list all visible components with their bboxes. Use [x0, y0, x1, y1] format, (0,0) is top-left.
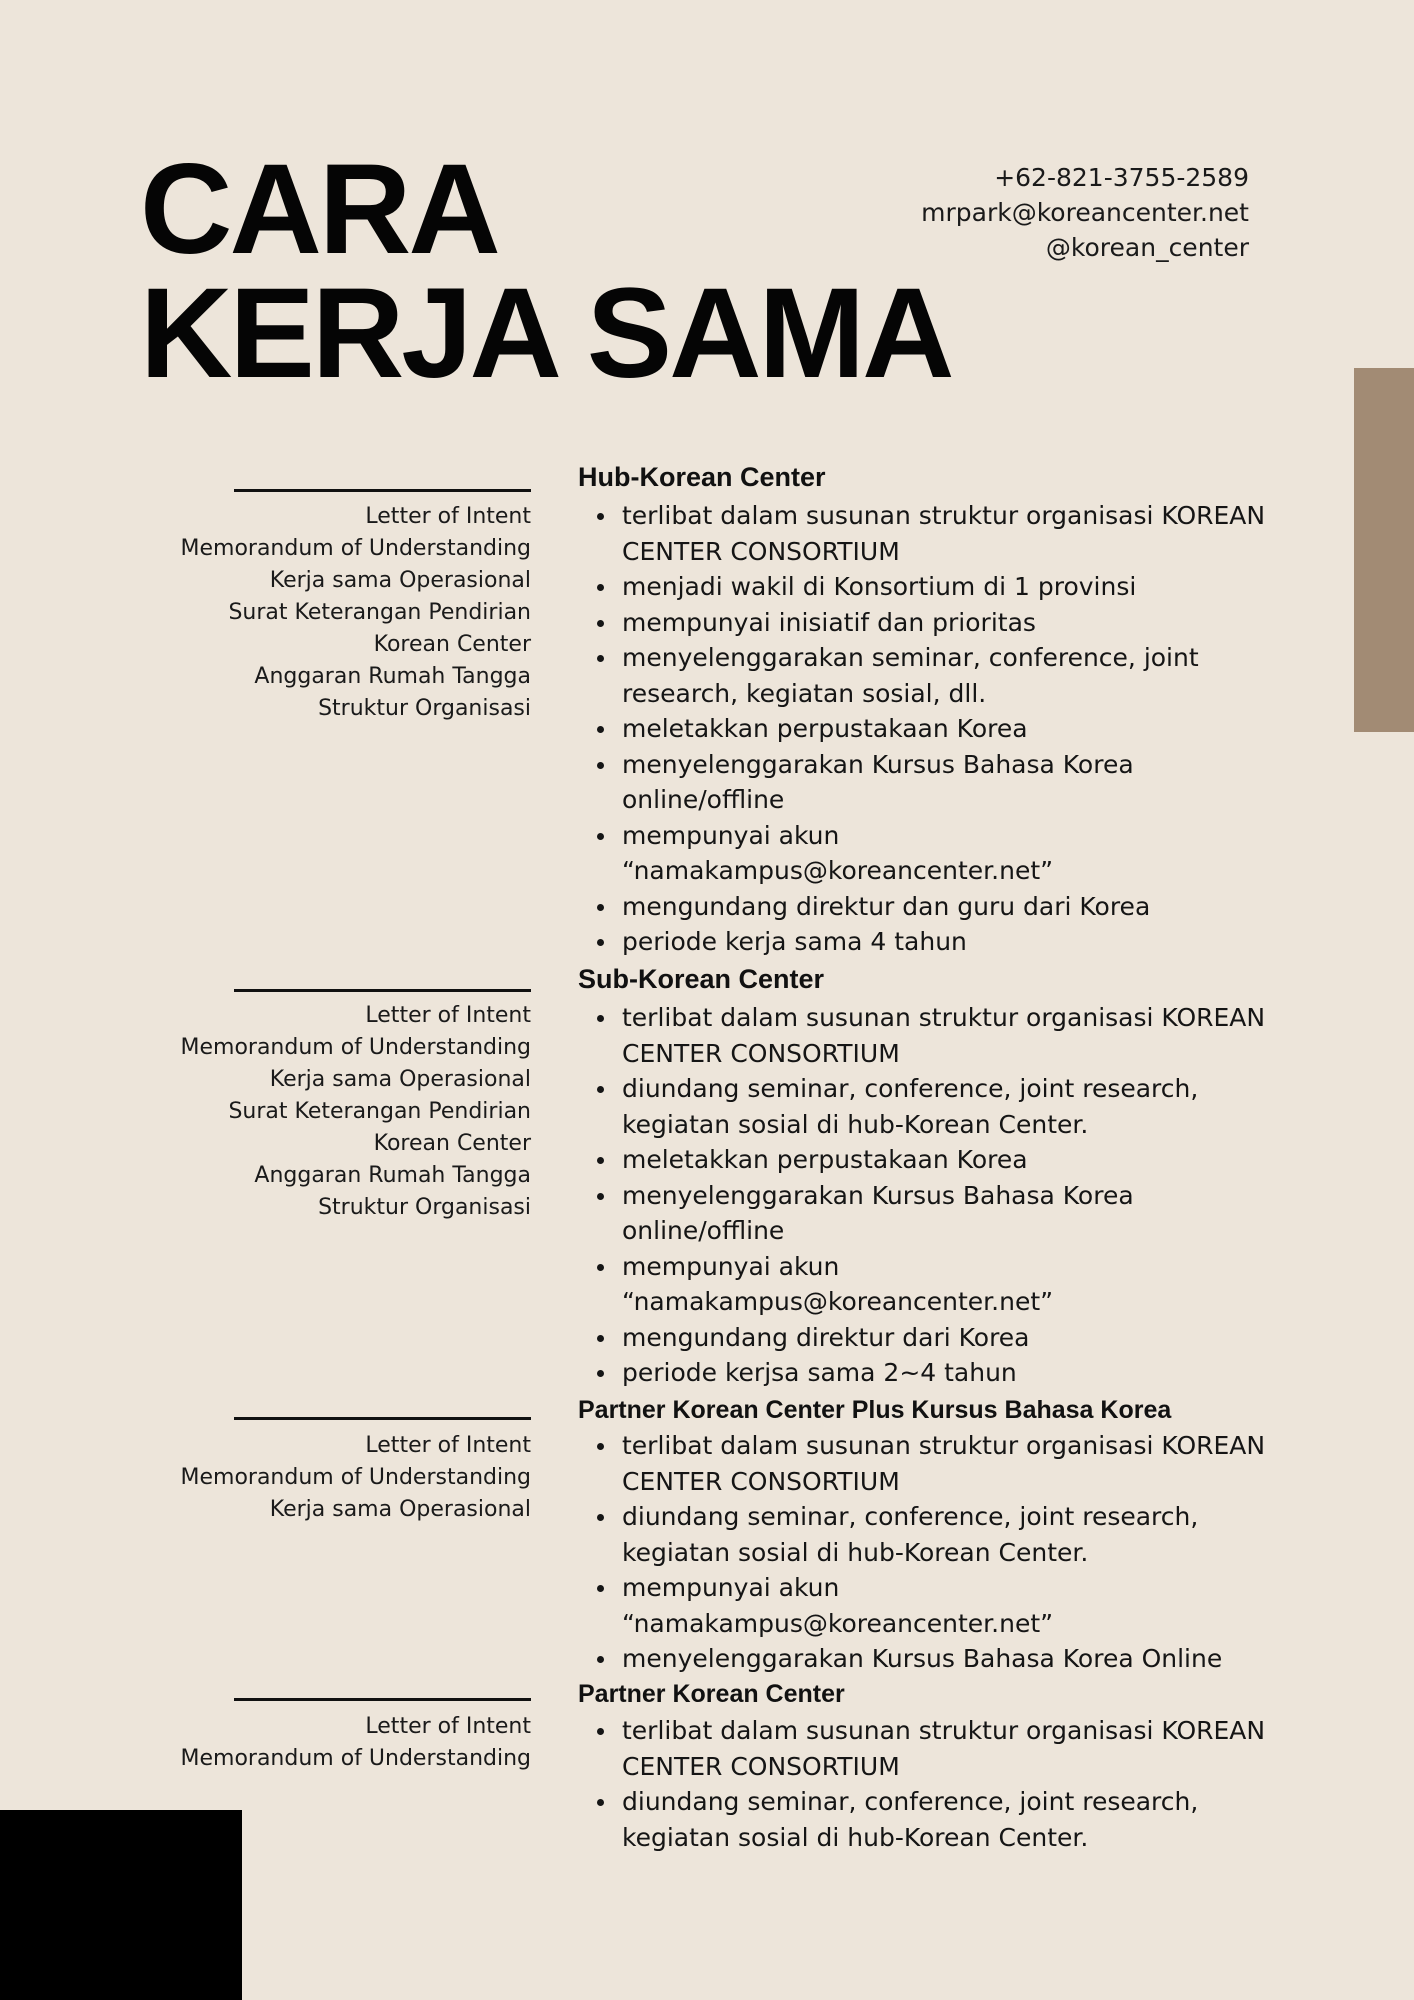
list-item: menyelenggarakan Kursus Bahasa Korea online/offline: [578, 747, 1278, 818]
list-item: terlibat dalam susunan struktur organisasi KOREAN CENTER CONSORTIUM: [578, 1000, 1278, 1071]
list-item: mempunyai akun “namakampus@koreancenter.net”: [578, 1249, 1278, 1320]
document-item: Anggaran Rumah Tangga: [254, 1163, 531, 1188]
list-item: menyelenggarakan seminar, conference, joint research, kegiatan sosial, dll.: [578, 640, 1278, 711]
document-item: Letter of Intent: [365, 504, 531, 529]
list-item: menjadi wakil di Konsortium di 1 provinsi: [578, 569, 1278, 605]
document-item: Surat Keterangan Pendirian: [228, 600, 531, 625]
document-item: Memorandum of Understanding: [180, 1746, 531, 1771]
list-item: terlibat dalam susunan struktur organisasi KOREAN CENTER CONSORTIUM: [578, 1713, 1278, 1784]
list-item: menyelenggarakan Kursus Bahasa Korea Online: [578, 1641, 1278, 1677]
contact-phone: +62-821-3755-2589: [994, 163, 1249, 192]
list-item: menyelenggarakan Kursus Bahasa Korea online/offline: [578, 1178, 1278, 1249]
document-item: Struktur Organisasi: [318, 696, 531, 721]
contact-email: mrpark@koreancenter.net: [921, 198, 1249, 227]
list-item: mengundang direktur dari Korea: [578, 1320, 1278, 1356]
list-item: mempunyai inisiatif dan prioritas: [578, 605, 1278, 641]
document-item: Letter of Intent: [365, 1714, 531, 1739]
list-item: meletakkan perpustakaan Korea: [578, 1142, 1278, 1178]
list-item: terlibat dalam susunan struktur organisasi KOREAN CENTER CONSORTIUM: [578, 498, 1278, 569]
benefit-list: [578, 1428, 1278, 1677]
list-item: diundang seminar, conference, joint research, kegiatan sosial di hub-Korean Center.: [578, 1499, 1278, 1570]
section-heading: Sub-Korean Center: [578, 964, 825, 994]
decorative-side-tab: [1354, 368, 1414, 732]
section-heading: Partner Korean Center: [578, 1680, 845, 1708]
required-documents: [181, 1711, 532, 1775]
contact-social: @korean_center: [1045, 233, 1249, 262]
page-title: [140, 138, 952, 405]
document-item: Korean Center: [373, 1131, 531, 1156]
section-divider: [234, 989, 531, 992]
document-item: Kerja sama Operasional: [269, 1497, 531, 1522]
list-item: periode kerja sama 4 tahun: [578, 924, 1278, 960]
required-documents: [181, 1000, 532, 1224]
list-item: meletakkan perpustakaan Korea: [578, 711, 1278, 747]
list-item: diundang seminar, conference, joint research, kegiatan sosial di hub-Korean Center.: [578, 1071, 1278, 1142]
document-item: Kerja sama Operasional: [269, 568, 531, 593]
document-item: Letter of Intent: [365, 1433, 531, 1458]
document-item: Memorandum of Understanding: [180, 536, 531, 561]
list-item: mengundang direktur dan guru dari Korea: [578, 889, 1278, 925]
list-item: terlibat dalam susunan struktur organisasi KOREAN CENTER CONSORTIUM: [578, 1428, 1278, 1499]
section-divider: [234, 1417, 531, 1420]
document-item: Korean Center: [373, 632, 531, 657]
benefit-list: [578, 498, 1278, 960]
list-item: diundang seminar, conference, joint research, kegiatan sosial di hub-Korean Center.: [578, 1784, 1278, 1855]
list-item: mempunyai akun “namakampus@koreancenter.net”: [578, 818, 1278, 889]
section-heading: Hub-Korean Center: [578, 462, 826, 492]
decorative-corner-block: [0, 1810, 242, 2000]
contact-block: [921, 160, 1249, 265]
benefit-list: [578, 1713, 1278, 1855]
required-documents: [181, 1430, 532, 1526]
page-title-line-1: CARA: [140, 138, 498, 281]
benefit-list: [578, 1000, 1278, 1391]
document-item: Struktur Organisasi: [318, 1195, 531, 1220]
document-item: Memorandum of Understanding: [180, 1465, 531, 1490]
section-heading: Partner Korean Center Plus Kursus Bahasa Korea: [578, 1396, 1172, 1424]
document-item: Anggaran Rumah Tangga: [254, 664, 531, 689]
list-item: mempunyai akun “namakampus@koreancenter.net”: [578, 1570, 1278, 1641]
document-item: Memorandum of Understanding: [180, 1035, 531, 1060]
section-divider: [234, 1698, 531, 1701]
document-item: Surat Keterangan Pendirian: [228, 1099, 531, 1124]
page-title-line-2: KERJA SAMA: [140, 262, 952, 405]
section-divider: [234, 489, 531, 492]
list-item: periode kerjsa sama 2~4 tahun: [578, 1355, 1278, 1391]
document-item: Kerja sama Operasional: [269, 1067, 531, 1092]
required-documents: [181, 501, 532, 725]
document-item: Letter of Intent: [365, 1003, 531, 1028]
